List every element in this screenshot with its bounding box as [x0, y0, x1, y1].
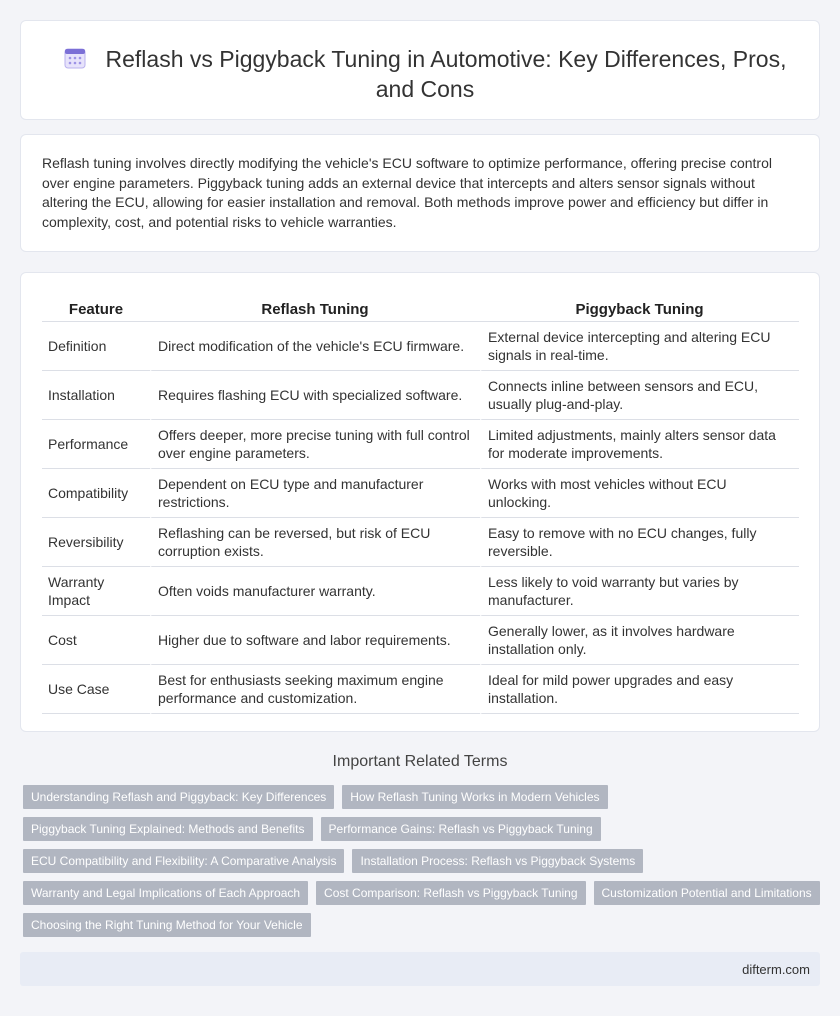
intro-card — [20, 134, 820, 252]
reflash-cell: Offers deeper, more precise tuning with full control over engine parameters. — [150, 420, 480, 469]
reflash-cell: Direct modification of the vehicle's ECU firmware. — [150, 322, 480, 371]
tag-row — [23, 817, 823, 841]
header-piggyback: Piggyback Tuning — [480, 294, 799, 322]
header-feature: Feature — [42, 294, 150, 322]
piggyback-cell: Easy to remove with no ECU changes, fully reversible. — [480, 518, 799, 567]
related-terms-list — [23, 785, 823, 945]
piggyback-cell: Connects inline between sensors and ECU, usually plug-and-play. — [480, 371, 799, 420]
feature-cell: Compatibility — [42, 469, 150, 518]
table-row — [42, 665, 799, 714]
feature-cell: Cost — [42, 616, 150, 665]
feature-cell: Definition — [42, 322, 150, 371]
reflash-cell: Requires flashing ECU with specialized software. — [150, 371, 480, 420]
related-terms-title: Important Related Terms — [332, 753, 508, 770]
page-title-wrap — [51, 44, 799, 104]
related-term-link[interactable]: Performance Gains: Reflash vs Piggyback Tuning — [321, 817, 601, 841]
related-term-link[interactable]: Choosing the Right Tuning Method for Your Vehicle — [23, 913, 311, 937]
header-reflash: Reflash Tuning — [150, 294, 480, 322]
reflash-cell: Reflashing can be reversed, but risk of ECU corruption exists. — [150, 518, 480, 567]
related-term-link[interactable]: ECU Compatibility and Flexibility: A Comparative Analysis — [23, 849, 344, 873]
tag-row — [23, 913, 823, 937]
piggyback-cell: External device intercepting and altering ECU signals in real-time. — [480, 322, 799, 371]
comparison-table-card — [20, 272, 820, 732]
reflash-cell: Higher due to software and labor requirements. — [150, 616, 480, 665]
table-row — [42, 518, 799, 567]
related-term-link[interactable]: Installation Process: Reflash vs Piggyback Systems — [352, 849, 643, 873]
table-row — [42, 322, 799, 371]
table-header-row — [42, 294, 799, 322]
comparison-table — [42, 294, 799, 714]
related-term-link[interactable]: Understanding Reflash and Piggyback: Key Differences — [23, 785, 334, 809]
header-card — [20, 20, 820, 120]
piggyback-cell: Limited adjustments, mainly alters sensor data for moderate improvements. — [480, 420, 799, 469]
feature-cell: Warranty Impact — [42, 567, 150, 616]
feature-cell: Use Case — [42, 665, 150, 714]
feature-cell: Reversibility — [42, 518, 150, 567]
page-title: Reflash vs Piggyback Tuning in Automotive: Key Differences, Pros, and Cons — [105, 46, 787, 102]
intro-paragraph: Reflash tuning involves directly modifying the vehicle's ECU software to optimize performance, offering precise control over engine parameters. Piggyback tuning adds an external device that intercepts and alters sensor signals without altering the ECU, allowing for easier installation and removal. Both methods improve power and efficiency but differ in complexity, cost, and potential risks to vehicle warranties. — [42, 155, 772, 230]
table-row — [42, 420, 799, 469]
related-term-link[interactable]: Cost Comparison: Reflash vs Piggyback Tuning — [316, 881, 585, 905]
related-term-link[interactable]: Warranty and Legal Implications of Each Approach — [23, 881, 308, 905]
tag-row — [23, 785, 823, 809]
piggyback-cell: Generally lower, as it involves hardware installation only. — [480, 616, 799, 665]
table-row — [42, 469, 799, 518]
footer — [20, 952, 820, 986]
table-row — [42, 371, 799, 420]
piggyback-cell: Works with most vehicles without ECU unlocking. — [480, 469, 799, 518]
related-term-link[interactable]: How Reflash Tuning Works in Modern Vehicles — [342, 785, 607, 809]
table-row — [42, 567, 799, 616]
reflash-cell: Best for enthusiasts seeking maximum engine performance and customization. — [150, 665, 480, 714]
tag-row — [23, 881, 823, 905]
reflash-cell: Often voids manufacturer warranty. — [150, 567, 480, 616]
related-term-link[interactable]: Piggyback Tuning Explained: Methods and Benefits — [23, 817, 313, 841]
feature-cell: Performance — [42, 420, 150, 469]
table-row — [42, 616, 799, 665]
tag-row — [23, 849, 823, 873]
related-term-link[interactable]: Customization Potential and Limitations — [594, 881, 820, 905]
piggyback-cell: Ideal for mild power upgrades and easy installation. — [480, 665, 799, 714]
reflash-cell: Dependent on ECU type and manufacturer restrictions. — [150, 469, 480, 518]
feature-cell: Installation — [42, 371, 150, 420]
piggyback-cell: Less likely to void warranty but varies by manufacturer. — [480, 567, 799, 616]
footer-site-link[interactable]: difterm.com — [742, 962, 810, 977]
calendar-grid-icon — [64, 47, 86, 69]
